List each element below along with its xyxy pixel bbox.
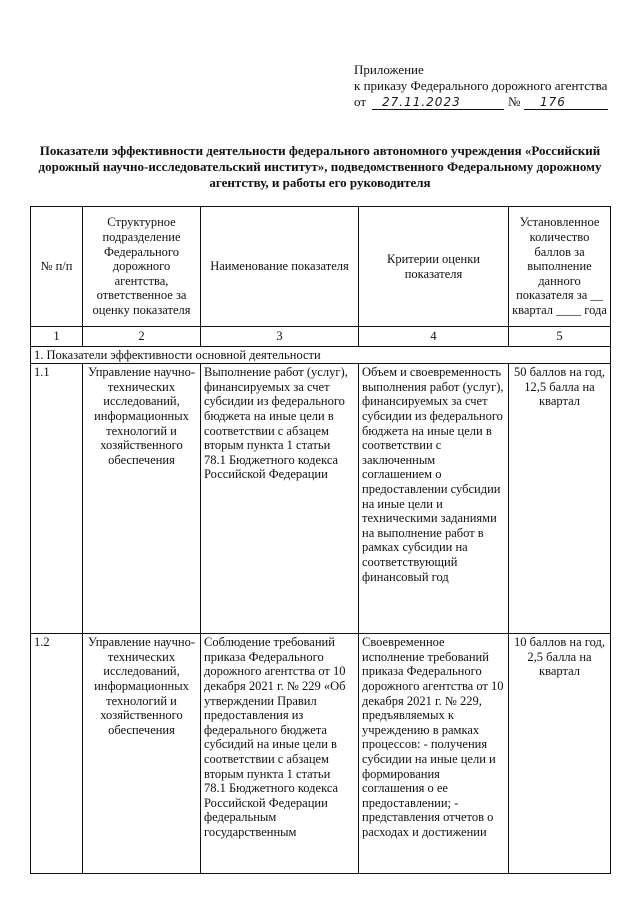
header-number: № п/п [31, 207, 83, 327]
table-row [31, 364, 611, 634]
row-indicator-name: Выполнение работ (услуг), финансируемых за счет субсидии из федерального бюджета на иные цели в соответствии с абзацем вторым пункта 1 статьи 78.1 Бюджетного кодекса Российской Федерации [201, 364, 359, 634]
row-criteria: Своевременное исполнение требований приказа Федерального дорожного агентства от 10 декабря 2021 г. № 229, предъявляемых к учреждению в рамках процессов: - получения субсидии на иные цели и формирования соглашения о ее предоставлении; - представления отчетов о расходах и достижении [359, 634, 509, 874]
row-unit: Управление научно-технических исследований, информационных технологий и хозяйственного обеспечения [83, 364, 201, 634]
row-number: 1.2 [31, 634, 83, 874]
column-numbers-row [31, 327, 611, 347]
column-number: 5 [509, 327, 611, 347]
table-header-row [31, 207, 611, 327]
number-label: № [508, 94, 521, 109]
indicators-table [30, 206, 611, 874]
appendix-block [354, 62, 624, 112]
row-unit: Управление научно-технических исследований, информационных технологий и хозяйственного обеспечения [83, 634, 201, 874]
header-name: Наименование показателя [201, 207, 359, 327]
header-unit: Структурное подразделение Федерального дорожного агентства, ответственное за оценку показателя [83, 207, 201, 327]
section-title: 1. Показатели эффективности основной деятельности [31, 346, 611, 364]
column-number: 2 [83, 327, 201, 347]
order-number: 176 [540, 95, 566, 109]
row-points: 10 баллов на год, 2,5 балла на квартал [509, 634, 611, 874]
date-number-line [354, 94, 624, 112]
number-underline [524, 109, 608, 110]
table-row [31, 634, 611, 874]
row-criteria: Объем и своевременность выполнения работ (услуг), финансируемых за счет субсидии из федерального бюджета на иные цели в соответствии с заключенным соглашением о предоставлении субсидии на иные цели и техническими заданиями на выполнение работ в рамках субсидии на соответствующий финансовый год [359, 364, 509, 634]
column-number: 1 [31, 327, 83, 347]
row-points: 50 баллов на год, 12,5 балла на квартал [509, 364, 611, 634]
row-indicator-name: Соблюдение требований приказа Федерального дорожного агентства от 10 декабря 2021 г. № 229 «Об утверждении Правил предоставления из федерального бюджета субсидий на иные цели в соответствии с абзацем вторым пункта 1 статьи 78.1 Бюджетного кодекса Российской Федерации федеральным государственным [201, 634, 359, 874]
column-number: 4 [359, 327, 509, 347]
row-number: 1.1 [31, 364, 83, 634]
header-criteria: Критерии оценки показателя [359, 207, 509, 327]
order-reference: к приказу Федерального дорожного агентства [354, 78, 608, 93]
appendix-title: Приложение [354, 62, 424, 77]
document-title: Показатели эффективности деятельности федерального автономного учреждения «Российский дорожный научно-исследовательский институт», подведомственного Федеральному дорожному агентству, и работы его руководителя [38, 143, 602, 190]
section-row [31, 346, 611, 364]
order-date: 27.11.2023 [382, 95, 461, 109]
from-label: от [354, 94, 367, 109]
column-number: 3 [201, 327, 359, 347]
header-points: Установленное количество баллов за выполнение данного показателя за __ квартал ____ года [509, 207, 611, 327]
